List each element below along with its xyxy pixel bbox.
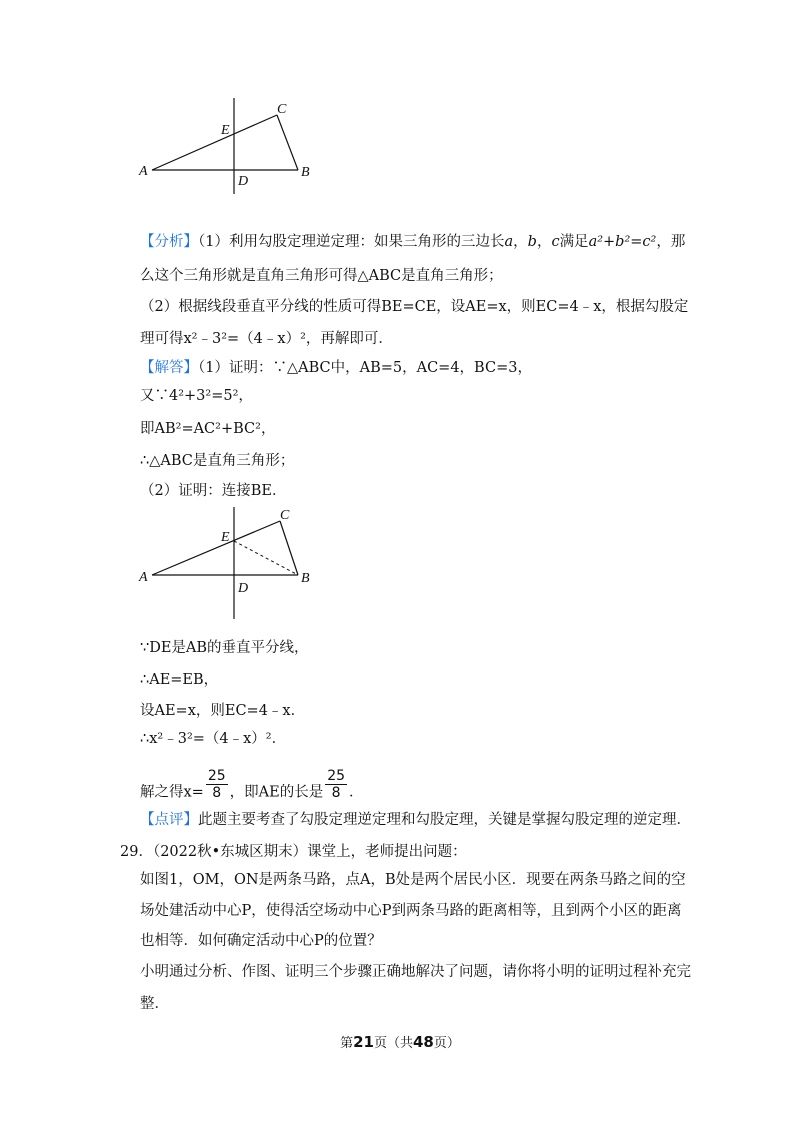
footer-text: 页（共 — [373, 1036, 413, 1051]
fraction-numerator: 25 — [207, 768, 226, 784]
label-a: A — [139, 570, 148, 585]
solution-text: ． — [349, 784, 364, 801]
solution-line-3: 即AB²=AC²+BC²， — [140, 421, 276, 437]
solution-line-6: ∵DE是AB的垂直平分线， — [140, 640, 309, 656]
analysis-text: 满足 — [559, 234, 589, 250]
side-ac — [152, 115, 277, 170]
label-a: A — [139, 164, 148, 179]
problem-29-line-1: 如图1，OM，ON是两条马路，点A，B处是两个居民小区．现要在两条马路之间的空 — [140, 872, 686, 888]
solution-line-9: ∴x²﹣3²=（4﹣x）²． — [140, 731, 287, 747]
analysis-line-3: （2）根据线段垂直平分线的性质可得BE=CE，设AE=x，则EC=4﹣x，根据勾股定 — [140, 299, 689, 315]
analysis-tag: 【分析】 — [140, 234, 198, 250]
solution-line-8: 设AE=x，则EC=4﹣x． — [140, 703, 306, 719]
var-a: a — [504, 234, 514, 250]
label-d: D — [238, 174, 249, 189]
figure-2-triangle — [130, 505, 330, 620]
side-cb — [277, 115, 298, 170]
label-d: D — [238, 581, 249, 596]
solution-line-5: （2）证明：连接BE． — [140, 483, 287, 499]
label-c: C — [277, 102, 287, 117]
current-page-number: 21 — [353, 1033, 374, 1051]
solution-text: ，即AE的长是 — [229, 784, 324, 801]
comma: ， — [536, 234, 552, 250]
problem-number: 29． — [120, 844, 153, 860]
comma: ， — [513, 234, 528, 250]
problem-source: （2022秋•东城区期末）课堂上，老师提出问题： — [152, 844, 467, 860]
figure-1-triangle — [130, 95, 330, 195]
fraction-denominator: 8 — [212, 785, 222, 801]
footer-text: 第 — [340, 1036, 354, 1051]
fraction-denominator: 8 — [331, 785, 341, 801]
analysis-line-4: 理可得x²﹣3²=（4﹣x）²，再解即可． — [140, 331, 393, 347]
comment-line — [140, 810, 691, 830]
solution-tag: 【解答】 — [140, 360, 198, 376]
analysis-text: ，那 — [656, 234, 686, 250]
analysis-line-1 — [140, 232, 685, 252]
fraction-25-8 — [325, 768, 347, 801]
solution-text: 解之得x= — [140, 784, 204, 801]
problem-29-line-5: 整． — [140, 996, 169, 1012]
side-ac — [152, 521, 280, 575]
problem-29-header — [120, 842, 467, 862]
problem-29-line-2: 场处建活动中心P，使得活空场动中心P到两条马路的距离相等，且到两个小区的距离 — [140, 903, 682, 919]
problem-29-line-4: 小明通过分析、作图、证明三个步骤正确地解决了问题，请你将小明的证明过程补充完 — [140, 964, 691, 980]
problem-29-line-3: 也相等．如何确定活动中心P的位置？ — [140, 933, 382, 949]
comment-text: 此题主要考查了勾股定理逆定理和勾股定理，关键是掌握勾股定理的逆定理． — [198, 812, 691, 828]
label-b: B — [301, 165, 310, 180]
footer-text: 页） — [433, 1036, 460, 1051]
solution-line-10 — [140, 768, 364, 809]
fraction-25-8 — [206, 768, 228, 801]
var-c: c — [551, 234, 560, 250]
total-page-number: 48 — [413, 1033, 434, 1051]
label-e: E — [221, 530, 230, 545]
solution-line-2: 又∵4²+3²=5²， — [140, 388, 253, 404]
label-c: C — [280, 508, 290, 523]
comment-tag: 【点评】 — [140, 812, 198, 828]
solution-line-4: ∴△ABC是直角三角形； — [140, 453, 295, 469]
var-b: b — [527, 234, 537, 250]
label-e: E — [221, 123, 230, 138]
solution-line-7: ∴AE=EB， — [140, 672, 219, 688]
label-b: B — [301, 571, 310, 586]
page-footer — [0, 1032, 800, 1051]
solution-text: （1）证明：∵△ABC中，AB=5，AC=4，BC=3， — [198, 360, 532, 376]
fraction-numerator: 25 — [327, 768, 346, 784]
analysis-line-2: 么这个三角形就是直角三角形可得△ABC是直角三角形； — [140, 268, 503, 284]
pythagorean-equation: a²+b²=c² — [588, 234, 657, 250]
solution-line-1 — [140, 358, 532, 378]
analysis-text: （1）利用勾股定理逆定理：如果三角形的三边长 — [198, 234, 505, 250]
